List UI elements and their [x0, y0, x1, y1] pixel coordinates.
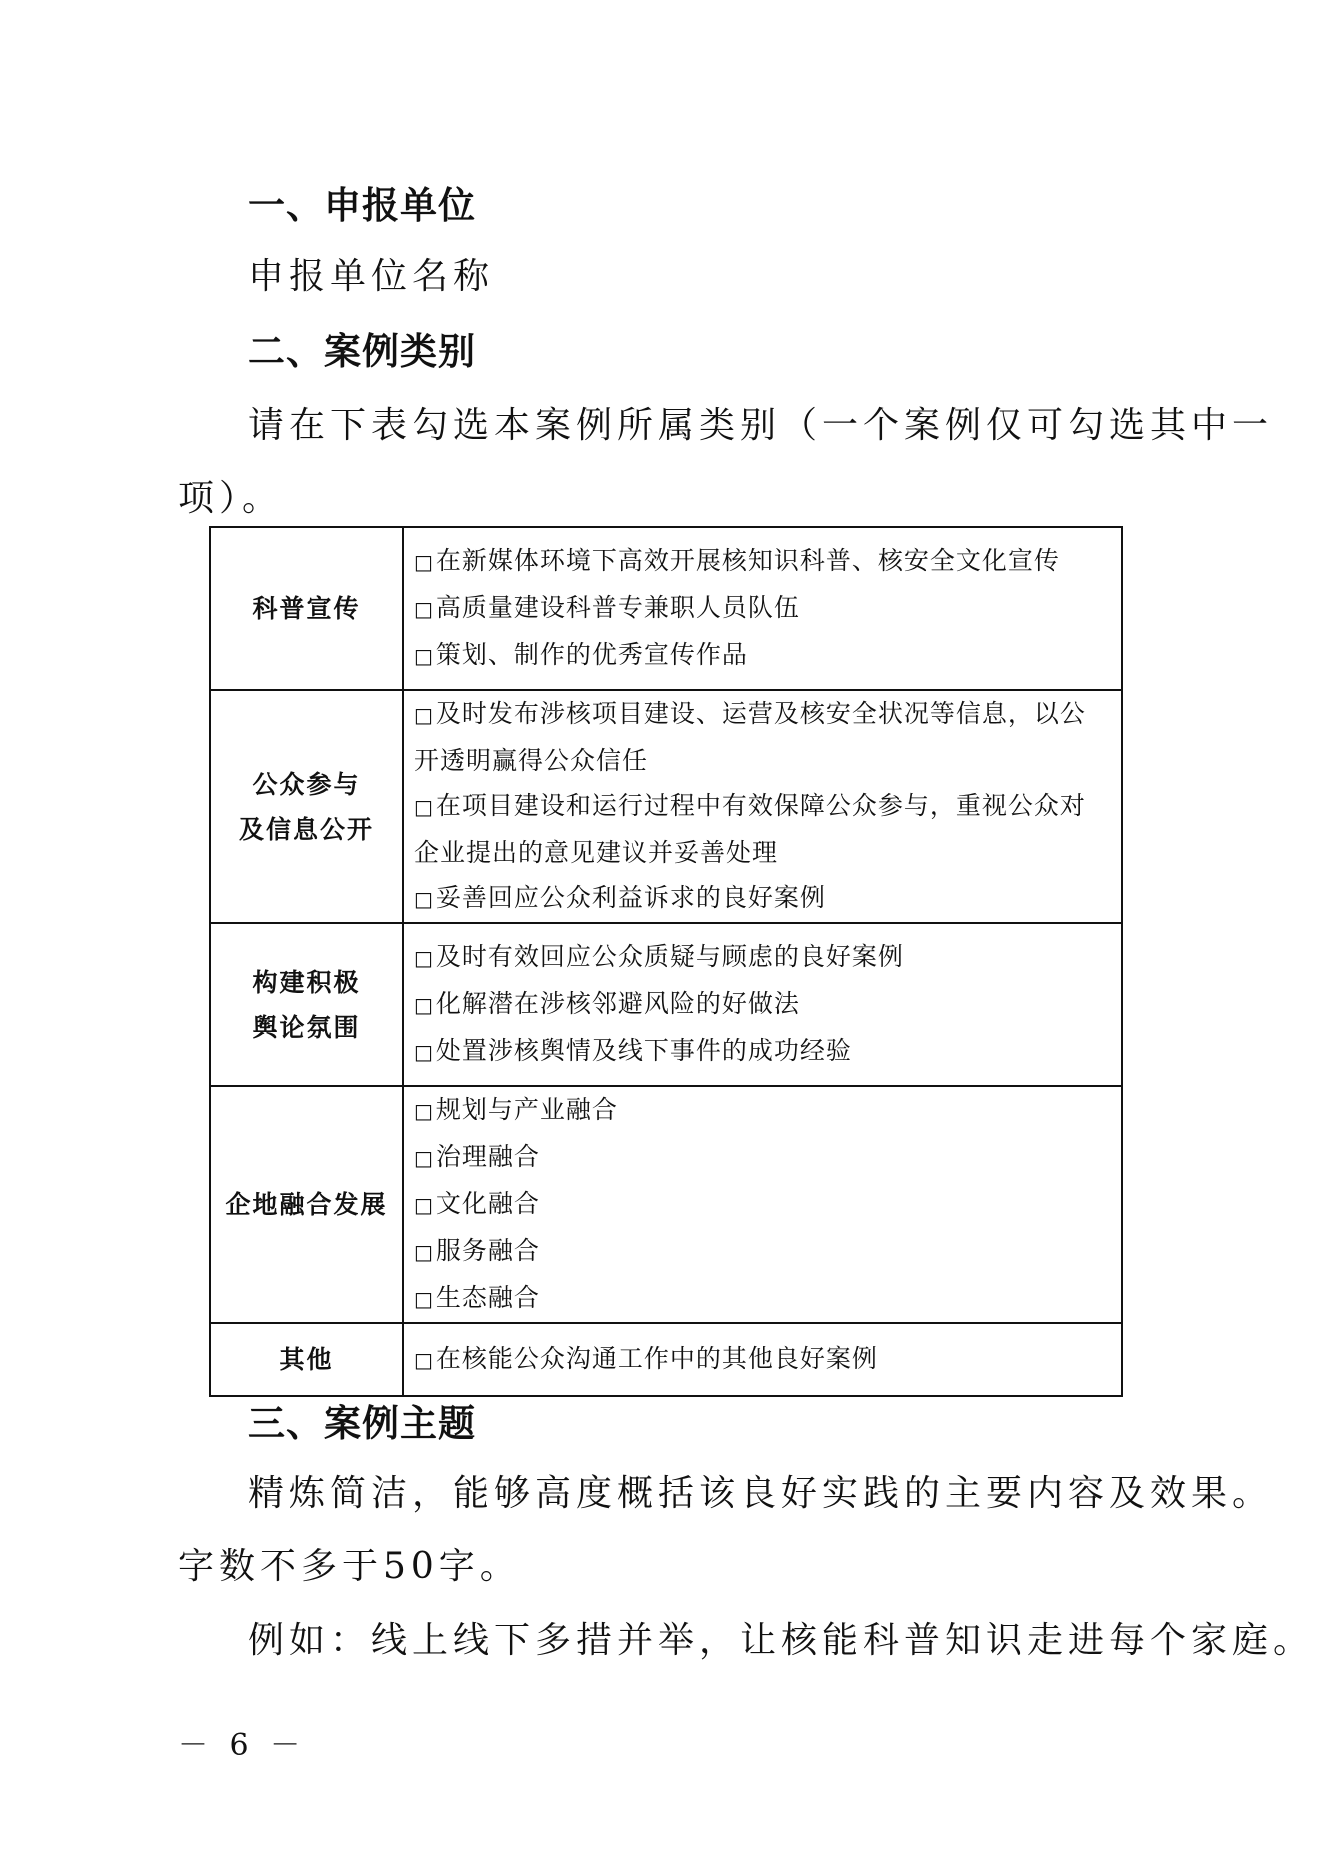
option-item[interactable]: □处置涉核舆情及线下事件的成功经验 [414, 1036, 852, 1065]
option-item[interactable]: □治理融合 [414, 1142, 540, 1171]
checkbox-icon[interactable]: □ [414, 1040, 434, 1064]
checkbox-icon[interactable]: □ [414, 1099, 434, 1123]
section-1-heading: 一、申报单位 [248, 184, 476, 227]
category-label: 舆论氛围 [252, 1012, 361, 1042]
checkbox-icon[interactable]: □ [414, 1287, 434, 1311]
category-label: 科普宣传 [252, 594, 361, 623]
section-3-heading: 三、案例主题 [248, 1402, 476, 1445]
options-cell [403, 690, 1122, 923]
category-label: 构建积极 [252, 967, 361, 997]
category-label: 其他 [279, 1345, 334, 1374]
table-row [210, 923, 1122, 1086]
section-2-text-line2: 项）。 [178, 478, 284, 519]
option-item[interactable]: □规划与产业融合 [414, 1095, 618, 1124]
table-row [210, 690, 1122, 923]
options-cell [403, 1086, 1122, 1323]
category-cell [210, 527, 403, 690]
checkbox-icon[interactable]: □ [414, 1193, 434, 1217]
category-cell [210, 923, 403, 1086]
section-2-heading: 二、案例类别 [248, 330, 476, 373]
category-label: 企地融合发展 [225, 1190, 388, 1219]
checkbox-icon[interactable]: □ [414, 795, 434, 819]
page-number: － 6 － [178, 1728, 307, 1763]
category-label: 及信息公开 [238, 814, 374, 844]
option-item[interactable]: □在新媒体环境下高效开展核知识科普、核安全文化宣传 [414, 546, 1060, 575]
checkbox-icon[interactable]: □ [414, 887, 434, 911]
checkbox-icon[interactable]: □ [414, 703, 434, 727]
section-3-example: 例如：线上线下多措并举，让核能科普知识走进每个家庭。 [248, 1620, 1315, 1661]
options-cell [403, 923, 1122, 1086]
checkbox-icon[interactable]: □ [414, 1348, 434, 1372]
option-item[interactable]: □化解潜在涉核邻避风险的好做法 [414, 989, 800, 1018]
category-label: 公众参与 [252, 769, 361, 799]
option-item[interactable]: □妥善回应公众利益诉求的良好案例 [414, 883, 826, 912]
checkbox-icon[interactable]: □ [414, 550, 434, 574]
option-item[interactable]: □文化融合 [414, 1189, 540, 1218]
option-item[interactable]: □及时发布涉核项目建设、运营及核安全状况等信息，以公开透明赢得公众信任 [414, 699, 1086, 775]
options-cell [403, 527, 1122, 690]
section-3-text-line2: 字数不多于50字。 [178, 1546, 521, 1587]
category-cell [210, 1323, 403, 1396]
section-2-text-line1: 请在下表勾选本案例所属类别（一个案例仅可勾选其中一 [248, 405, 1274, 446]
checkbox-icon[interactable]: □ [414, 644, 434, 668]
checkbox-icon[interactable]: □ [414, 1240, 434, 1264]
option-item[interactable]: □及时有效回应公众质疑与顾虑的良好案例 [414, 942, 904, 971]
table-row [210, 527, 1122, 690]
category-cell [210, 690, 403, 923]
table-row [210, 1323, 1122, 1396]
option-item[interactable]: □策划、制作的优秀宣传作品 [414, 640, 748, 669]
category-cell [210, 1086, 403, 1323]
table-row [210, 1086, 1122, 1323]
option-item[interactable]: □生态融合 [414, 1283, 540, 1312]
case-category-table [209, 526, 1123, 1397]
checkbox-icon[interactable]: □ [414, 597, 434, 621]
options-cell [403, 1323, 1122, 1396]
section-3-text-line1: 精炼简洁，能够高度概括该良好实践的主要内容及效果。 [248, 1473, 1274, 1514]
option-item[interactable]: □高质量建设科普专兼职人员队伍 [414, 593, 800, 622]
checkbox-icon[interactable]: □ [414, 993, 434, 1017]
option-item[interactable]: □服务融合 [414, 1236, 540, 1265]
section-1-text: 申报单位名称 [248, 256, 495, 297]
checkbox-icon[interactable]: □ [414, 946, 434, 970]
checkbox-icon[interactable]: □ [414, 1146, 434, 1170]
option-item[interactable]: □在项目建设和运行过程中有效保障公众参与，重视公众对企业提出的意见建议并妥善处理 [414, 791, 1086, 867]
option-item[interactable]: □在核能公众沟通工作中的其他良好案例 [414, 1344, 878, 1373]
